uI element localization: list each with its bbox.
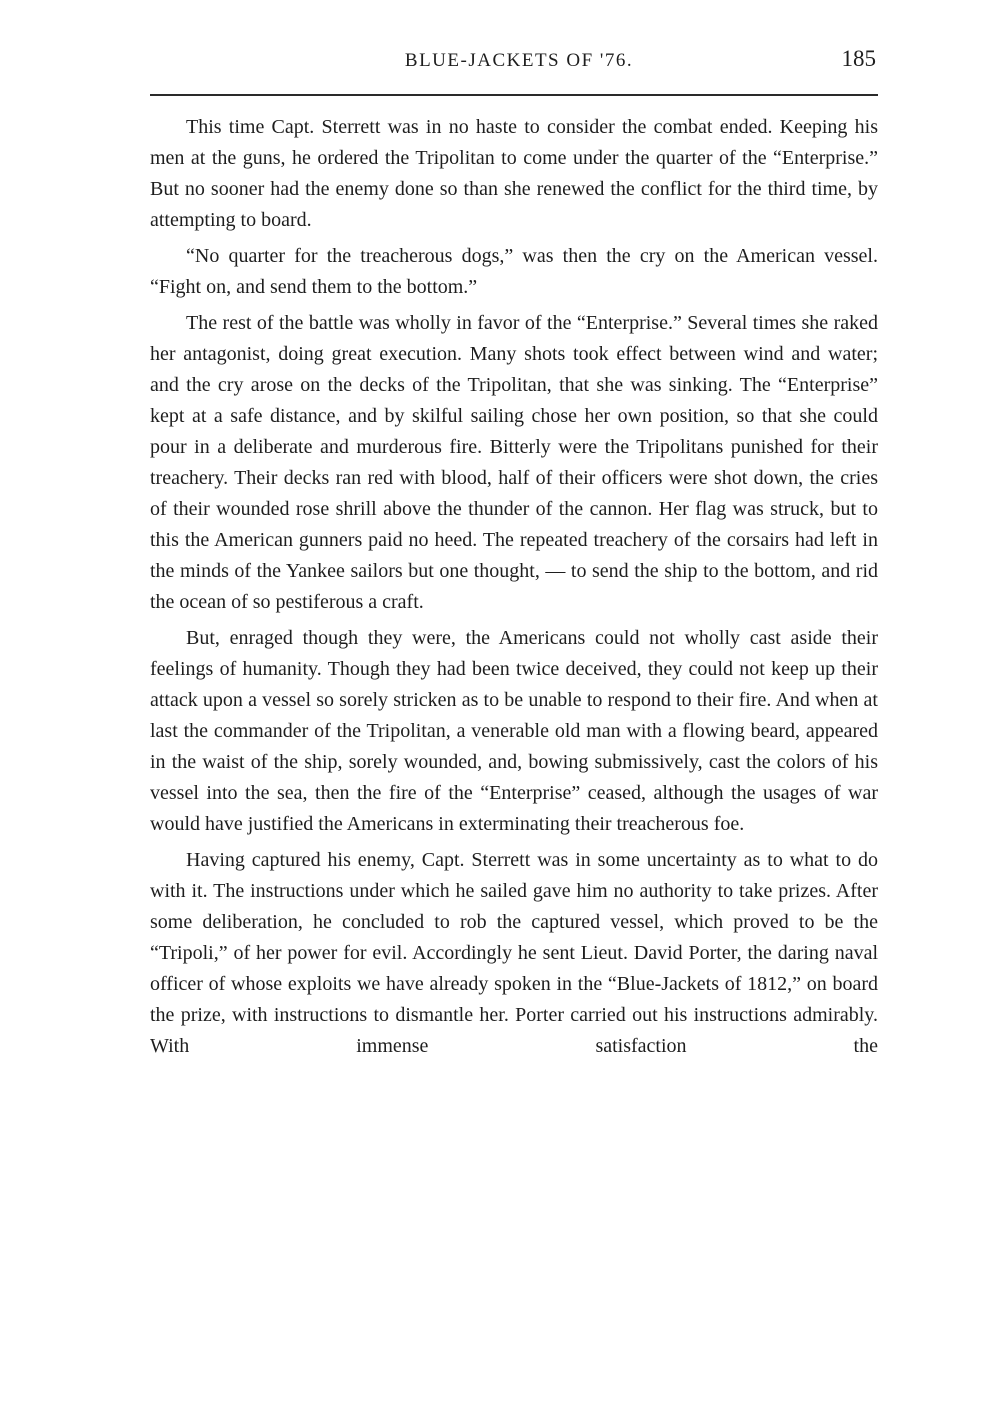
paragraph: But, enraged though they were, the Americans could not wholly cast aside their feelings of humanity. Though they had been twice deceived, they could not keep up their attack upon a vessel so sorely stricken as to be unable to respond to their fire. And when at last the commander of the Tripolitan, a venerable old man with a flowing beard, appeared in the waist of the ship, sorely wounded, and, bowing submissively, cast the colors of his vessel into the sea, then the fire of the “Enterprise” ceased, although the usages of war would have justified the Americans in exterminating their treacherous foe. (150, 627, 878, 835)
running-head (150, 46, 878, 80)
paragraph: The rest of the battle was wholly in favor of the “Enterprise.” Several times she raked her antagonist, doing great execution. Many shots took effect between wind and water; and the cry arose on the decks of the Tripolitan, that she was sinking. The “Enterprise” kept at a safe distance, and by skilful sailing chose her own position, so that she could pour in a deliberate and murderous fire. Bitterly were the Tripolitans punished for their treachery. Their decks ran red with blood, half of their officers were shot down, the cries of their wounded rose shrill above the thunder of the cannon. Her flag was struck, but to this the American gunners paid no heed. The repeated treachery of the corsairs had left in the minds of the Yankee sailors but one thought, — to send the ship to the bottom, and rid the ocean of so pestiferous a craft. (150, 312, 878, 613)
paragraph: Having captured his enemy, Capt. Sterrett was in some uncertainty as to what to do with it. The instructions under which he sailed gave him no authority to take prizes. After some deliberation, he concluded to rob the captured vessel, which proved to be the “Tripoli,” of her power for evil. Accordingly he sent Lieut. David Porter, the daring naval officer of whose exploits we have already spoken in the “Blue-Jackets of 1812,” on board the prize, with instructions to dismantle her. Porter carried out his instructions admirably. With immense satisfaction the (150, 849, 878, 1057)
paragraph: This time Capt. Sterrett was in no haste to consider the combat ended. Keeping his men at the guns, he ordered the Tripolitan to come under the quarter of the “Enterprise.” But no sooner had the enemy done so than she renewed the conflict for the third time, by attempting to board. (150, 116, 878, 231)
paragraph: “No quarter for the treacherous dogs,” was then the cry on the American vessel. “Fight on, and send them to the bottom.” (150, 245, 878, 298)
body-text (150, 112, 878, 1067)
running-title: BLUE-JACKETS OF '76. (404, 50, 634, 71)
page-number: 185 (841, 46, 876, 71)
header-rule (150, 94, 878, 96)
